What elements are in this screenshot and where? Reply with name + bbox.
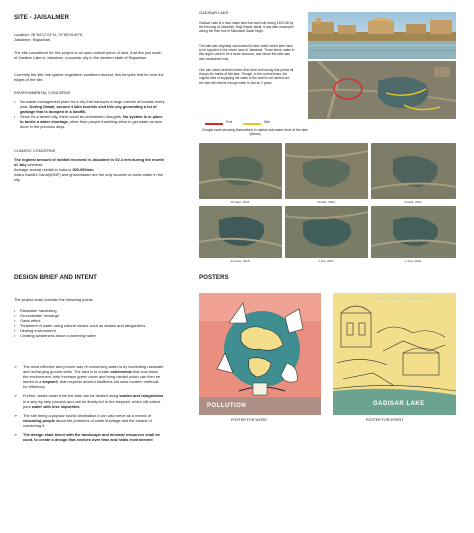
poster-intent-caption: POSTER FOR INTENT — [366, 418, 404, 422]
fort-legend-label: Fort — [226, 120, 233, 124]
timeline-photo — [285, 206, 368, 258]
intent-item — [14, 432, 164, 442]
poster-word-caption: POSTER FOR WORD — [231, 418, 267, 422]
design-point: • Creating awareness about conserving water — [14, 333, 162, 338]
photo-date: 23 Mar, 2010 — [404, 200, 422, 204]
timeline-caption: Google earth showing fluctuations in rainfall and water level of the lake (below) — [202, 128, 308, 137]
fort-legend-line — [205, 123, 223, 125]
timeline-photo — [371, 206, 456, 258]
intent-text: , that respects ancient traditions but uses modern methods for efficiency — [23, 379, 159, 390]
photo-date: 1 Oct, 2017 — [318, 259, 334, 263]
design-point: • Treatment of water using natural means such as swales and raingardens — [14, 323, 162, 328]
design-intent-list — [14, 364, 164, 446]
intent-text: that cool down the environment, help increase green cover and bring rainfall which can then be stored in a — [23, 369, 161, 385]
poster-intent-top: SUSTAINABLE VARIANCES — [375, 296, 435, 301]
design-point: • Groundwater recharge — [14, 313, 162, 318]
intent-text: The site being a popular tourist destination it can also serve as a means of — [23, 412, 152, 418]
photo-date: 16 Sept, 2003 — [230, 200, 250, 204]
posters-heading: POSTERS — [199, 274, 229, 281]
design-point: • Healing environment — [14, 328, 162, 333]
climate-avg: Average annual rainfall in India is — [14, 167, 73, 173]
climate-heading: CLIMATIC CONCERNS — [14, 148, 56, 153]
intent-bold: stepwell — [42, 379, 58, 385]
design-point: • Rainwater harvesting — [14, 308, 162, 313]
photo-date: 24 June, 2016 — [230, 259, 250, 263]
env-item-text: No waste management plant for a city that harbours a large volume of tourists every year. — [20, 99, 165, 110]
env-item — [14, 99, 166, 114]
lake-photo — [308, 12, 456, 59]
climate-canal: Indira Gandhi Canal(IGNP) and groundwater are the only sources of clean water in the city. — [14, 172, 164, 183]
env-heading: ENVIRONMENTAL CONCERNS — [14, 90, 71, 95]
env-item-bold: During Diwali, around 4 lakh tourists visit this city generating a lot of garbage that is dumped in a landfill. — [20, 104, 157, 115]
design-heading: DESIGN BRIEF AND INTENT — [14, 274, 97, 281]
intent-text: The most effective and proven way of conserving water is by harvesting rainwater and recharging ground wells. The idea is to create — [23, 364, 164, 375]
poster-intent — [333, 293, 456, 415]
intent-item — [14, 364, 164, 389]
site-location: Location: 26°54'17.01"N, 70°55'19.60"E, — [14, 32, 84, 37]
intent-item — [14, 413, 164, 428]
intent-bold: swales and raingardens — [119, 393, 164, 399]
timeline-photo — [371, 143, 456, 199]
site-title: SITE - JAISALMER — [14, 14, 70, 21]
intent-text: in a step by step process and can be finally led to the stepwell, which will collect pure — [23, 398, 161, 409]
site-city: Jaisalmer, Rajasthan. — [14, 37, 52, 42]
timeline-photo — [285, 143, 368, 199]
photo-date: 20 Mar, 2004 — [317, 200, 335, 204]
env-item — [14, 114, 166, 129]
site-legend-label: Site — [264, 120, 270, 124]
lake-para1: Gadisar Lake is a man-made lake that was built during 1400 AD by the first king of Jaisalmer, Raja Rawal Jaisal. It was later revamped during the then rule of Maharwal Gadsi Singh. — [199, 21, 294, 34]
intent-bold: catchments — [110, 369, 132, 375]
climate-text — [14, 157, 166, 182]
climate-avg-bold: 300-650mm — [72, 167, 94, 173]
poster-word-title: POLLUTION — [207, 403, 247, 409]
intent-bold: water with less impurities. — [31, 403, 81, 409]
climate-bold: The highest amount of rainfall received in Jaisalmer is 52.4 mm during the month of July — [14, 157, 165, 168]
lake-para3: One can notice several shrines that were built during that period all though the banks of this lake. Though, in the current times, the original idea of supplying the water to the town is not carried out, the lake still retains enough water to last for 2 years. — [199, 68, 294, 85]
env-item-bold: No system is in place to tackle a water shortage, — [20, 114, 163, 125]
design-points — [14, 308, 162, 339]
lake-heading: GADISAR LAKE — [199, 10, 229, 15]
timeline-photo — [199, 206, 282, 258]
climate-whereas: whereas — [26, 162, 43, 168]
site-intro: The site considered for this project is an open unbuilt piece of land, that lies just south of Gadisar Lake in Jaisalmer, a popular city in the western state of Rajasthan. — [14, 50, 162, 61]
photo-date: 1 Aug, 2019 — [404, 259, 421, 263]
env-list — [14, 99, 166, 130]
timeline-photo — [199, 143, 282, 199]
poster-intent-title: GADISAR LAKE — [373, 401, 425, 407]
env-item-text: Since it's a desert city, there could be unforeseen droughts. — [20, 114, 123, 120]
poster-word — [199, 293, 321, 415]
intent-item — [14, 393, 164, 408]
satellite-map — [308, 61, 456, 119]
env-item-tail: other than people travelling miles to get water as was done in the previous days. — [20, 119, 162, 130]
design-point: • Oasis effect — [14, 318, 162, 323]
intent-text: about the problems of water shortage and the means of countering it. — [23, 417, 152, 428]
site-legend-line — [243, 123, 261, 125]
intent-bold: educating people — [23, 417, 55, 423]
intent-bold: The design shall blend with the landscape and minimal resources shall be used, to create a design that evolves over time and heals environment — [23, 432, 160, 443]
intent-text: Further, waste water from the lake can be treated using — [23, 393, 120, 399]
site-vegetation: Currently the site has sparse vegetation scattered around, few temples that lie near the edges of the site. — [14, 72, 164, 83]
design-intro: The project shall consider the following points: — [14, 297, 94, 302]
lake-para2: The lake was originally constructed to store water which later used to be supplied to the whole town of Jaisalmer. Those times, water in this region used to be a scare resource, and hence this lake was also considered holy. — [199, 44, 295, 61]
